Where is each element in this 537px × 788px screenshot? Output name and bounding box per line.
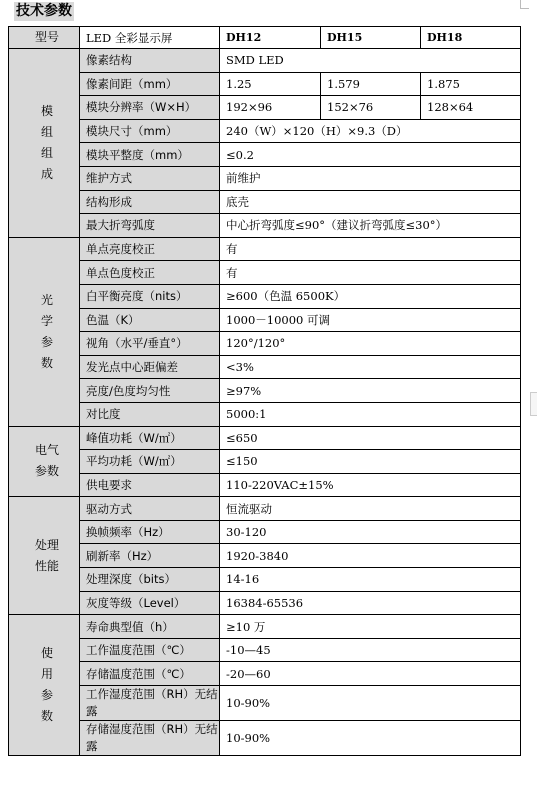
row-label: 单点色度校正 [80, 261, 220, 285]
row-value: 有 [220, 237, 521, 261]
table-row [9, 96, 521, 120]
table-row [9, 190, 521, 214]
row-label: 工作温度范围（℃） [80, 638, 220, 662]
row-label: 峰值功耗（W/㎡） [80, 426, 220, 450]
table-row [9, 473, 521, 497]
row-value: 110-220VAC±15% [220, 473, 521, 497]
group-module: 模组组成 [9, 49, 80, 238]
side-scroll-tab[interactable] [530, 392, 537, 416]
row-label: 像素间距（mm） [80, 72, 220, 96]
row-label: 存储湿度范围（RH）无结露 [80, 721, 220, 756]
row-value-dh18: 1.875 [421, 72, 521, 96]
row-value: ≤0.2 [220, 143, 521, 167]
row-label: 寿命典型值（h） [80, 615, 220, 639]
row-value: <3% [220, 355, 521, 379]
row-label: 换帧频率（Hz） [80, 520, 220, 544]
row-value-dh18: 128×64 [421, 96, 521, 120]
row-label: 处理深度（bits） [80, 568, 220, 592]
table-row [9, 166, 521, 190]
row-label: 供电要求 [80, 473, 220, 497]
table-row [9, 379, 521, 403]
row-label: 视角（水平/垂直°） [80, 332, 220, 356]
model-dh15: DH15 [321, 27, 421, 49]
row-value-dh15: 152×76 [321, 96, 421, 120]
table-row [9, 355, 521, 379]
row-value: 前维护 [220, 166, 521, 190]
row-label: 模块尺寸（mm） [80, 119, 220, 143]
row-label: 亮度/色度均匀性 [80, 379, 220, 403]
row-value: 5000:1 [220, 402, 521, 426]
row-label: 存储温度范围（℃） [80, 662, 220, 686]
table-row [9, 214, 521, 238]
row-label: 工作湿度范围（RH）无结露 [80, 686, 220, 721]
table-row [9, 332, 521, 356]
table-row [9, 284, 521, 308]
table-row [9, 544, 521, 568]
row-value-dh12: 192×96 [220, 96, 321, 120]
row-value: ≥600（色温 6500K） [220, 284, 521, 308]
row-value: 120°/120° [220, 332, 521, 356]
row-value: SMD LED [220, 49, 521, 73]
row-value: 恒流驱动 [220, 497, 521, 521]
table-row [9, 615, 521, 639]
row-label: 刷新率（Hz） [80, 544, 220, 568]
section-title: 技术参数 [16, 3, 72, 19]
row-value: ≥97% [220, 379, 521, 403]
row-value: 10-90% [220, 721, 521, 756]
row-value: 中心折弯弧度≤90°（建议折弯弧度≤30°） [220, 214, 521, 238]
group-optical: 光学参数 [9, 237, 80, 426]
table-row [9, 568, 521, 592]
table-row [9, 721, 521, 756]
row-label: 单点亮度校正 [80, 237, 220, 261]
model-dh12: DH12 [220, 27, 321, 49]
row-value: 底壳 [220, 190, 521, 214]
screen-type-cell: LED 全彩显示屏 [80, 27, 220, 49]
row-value: ≤650 [220, 426, 521, 450]
row-label: 对比度 [80, 402, 220, 426]
row-label: 像素结构 [80, 49, 220, 73]
table-row [9, 119, 521, 143]
row-label: 白平衡亮度（nits） [80, 284, 220, 308]
table-header-row [9, 27, 521, 49]
row-value: ≤150 [220, 450, 521, 474]
table-row [9, 591, 521, 615]
row-label: 模块分辨率（W×H） [80, 96, 220, 120]
row-label: 色温（K） [80, 308, 220, 332]
row-value: 14-16 [220, 568, 521, 592]
table-row [9, 72, 521, 96]
table-row [9, 520, 521, 544]
row-label: 维护方式 [80, 166, 220, 190]
row-label: 结构形成 [80, 190, 220, 214]
corner-mark [520, 0, 529, 9]
table-row [9, 261, 521, 285]
row-value: 240（W）×120（H）×9.3（D） [220, 119, 521, 143]
row-value-dh12: 1.25 [220, 72, 321, 96]
row-value: ≥10 万 [220, 615, 521, 639]
row-value: -20—60 [220, 662, 521, 686]
table-row [9, 662, 521, 686]
row-value: 30-120 [220, 520, 521, 544]
row-label: 模块平整度（mm） [80, 143, 220, 167]
spec-table [8, 26, 521, 756]
row-value: 16384-65536 [220, 591, 521, 615]
table-row [9, 497, 521, 521]
row-label: 灰度等级（Level） [80, 591, 220, 615]
row-label: 发光点中心距偏差 [80, 355, 220, 379]
row-label: 平均功耗（W/㎡） [80, 450, 220, 474]
row-value: 10-90% [220, 686, 521, 721]
row-value-dh15: 1.579 [321, 72, 421, 96]
type-header: 型号 [9, 27, 80, 49]
row-value: -10—45 [220, 638, 521, 662]
table-row [9, 308, 521, 332]
table-row [9, 638, 521, 662]
row-value: 1000－10000 可调 [220, 308, 521, 332]
table-row [9, 686, 521, 721]
table-row [9, 49, 521, 73]
row-label: 驱动方式 [80, 497, 220, 521]
table-row [9, 237, 521, 261]
group-processing: 处理性能 [9, 497, 80, 615]
table-row [9, 426, 521, 450]
group-electrical: 电气参数 [9, 426, 80, 497]
row-value: 有 [220, 261, 521, 285]
table-row [9, 402, 521, 426]
group-usage: 使用参数 [9, 615, 80, 756]
row-value: 1920-3840 [220, 544, 521, 568]
model-dh18: DH18 [421, 27, 521, 49]
row-label: 最大折弯弧度 [80, 214, 220, 238]
table-row [9, 143, 521, 167]
table-row [9, 450, 521, 474]
